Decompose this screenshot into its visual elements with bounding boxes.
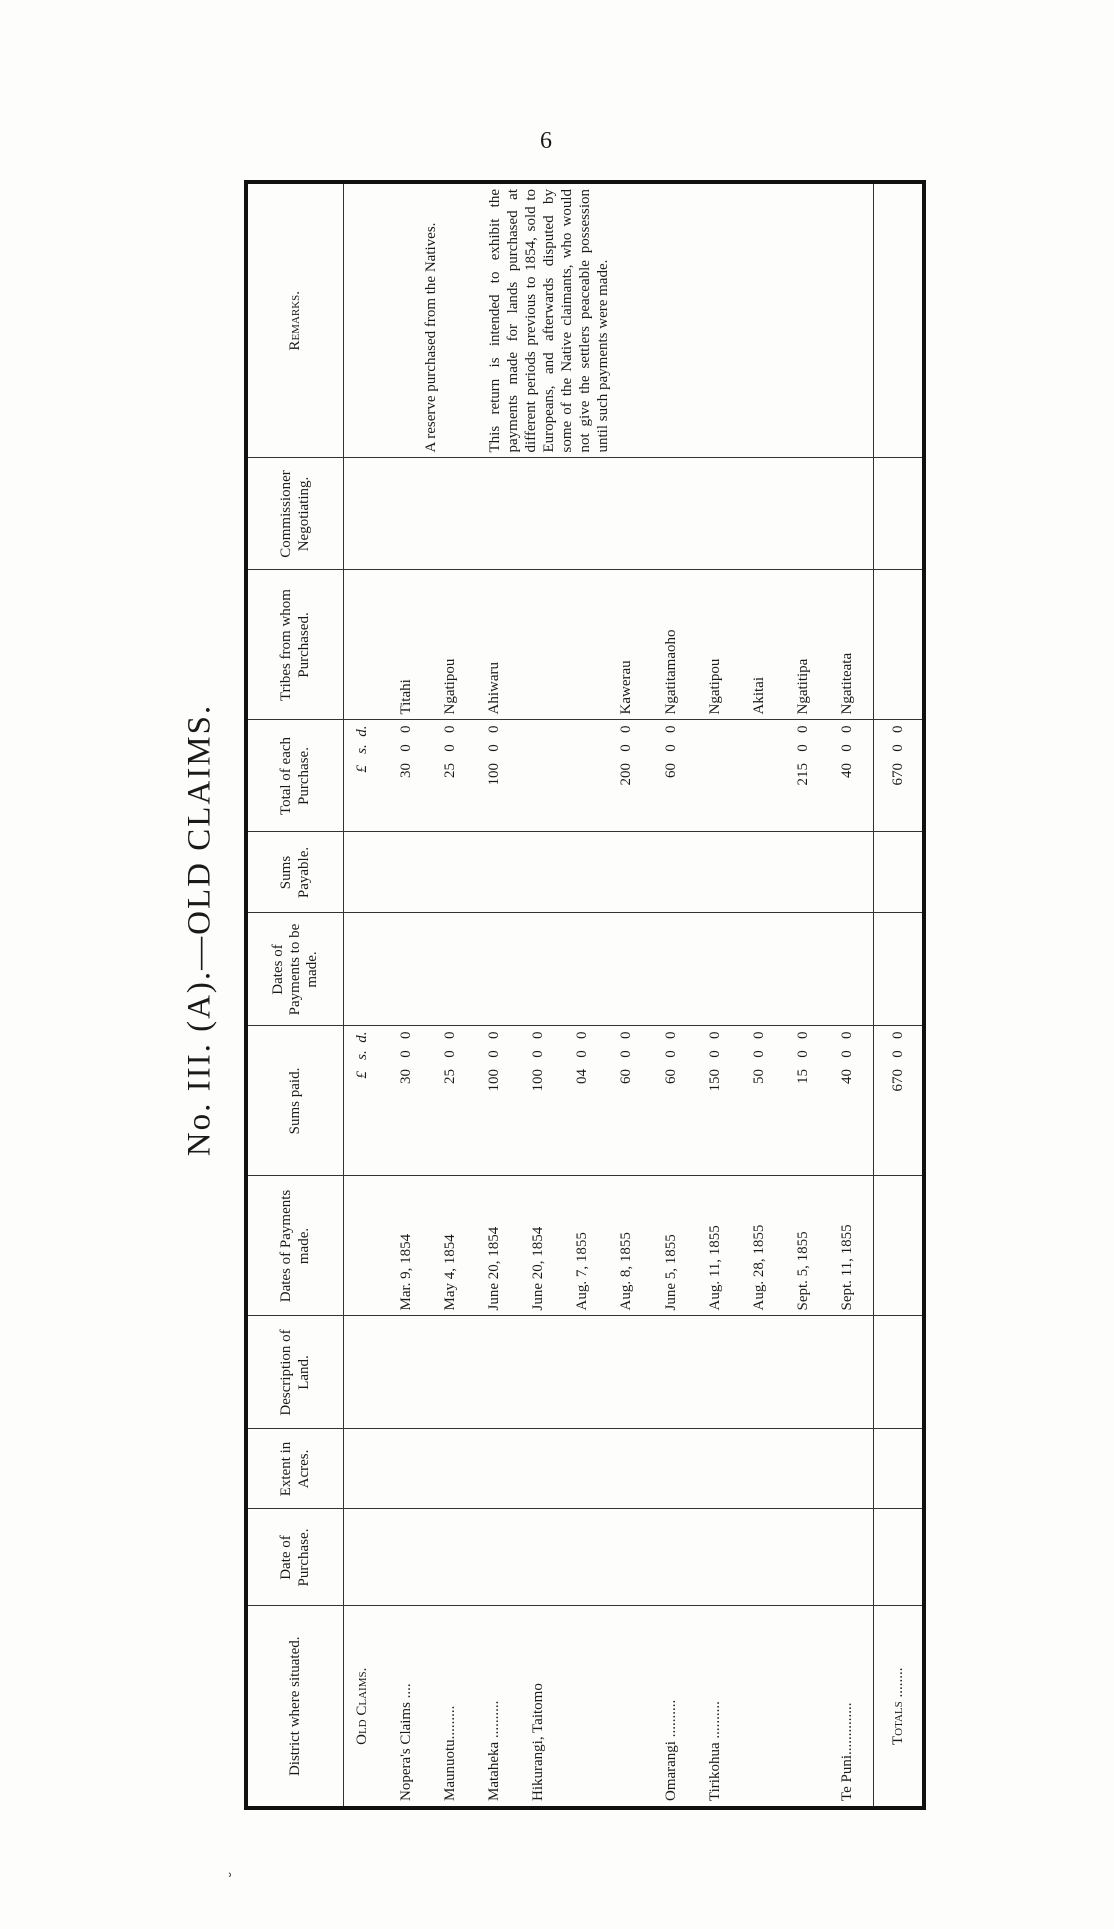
date-purchase-cell [785, 1509, 829, 1606]
total-cell [653, 720, 697, 832]
sums-paid-cell-pence: 0 [794, 1031, 811, 1039]
description-cell [476, 1316, 520, 1429]
sums-paid-cell-pence: 0 [442, 1031, 459, 1039]
sums-paid-cell-pence: 0 [530, 1031, 547, 1039]
date-purchase-cell [697, 1509, 741, 1606]
sums-payable-cell [697, 832, 741, 913]
header-total: Total of each Purchase. [246, 720, 344, 832]
description-cell [785, 1316, 829, 1429]
date-purchase-cell [741, 1509, 785, 1606]
total-cell-pounds: 40 [838, 763, 855, 778]
extent-cell [697, 1429, 741, 1509]
page-title: No. III. (A).—OLD CLAIMS. [181, 703, 218, 1157]
extent-cell [520, 1429, 564, 1509]
header-date-purchase: Date of Purchase. [246, 1509, 344, 1606]
total-cell-pounds: 215 [794, 763, 811, 786]
extent-cell [608, 1429, 652, 1509]
pound-unit: £ [354, 765, 370, 773]
extent-cell [564, 1429, 608, 1509]
sums-paid-units [344, 1026, 389, 1176]
total-cell-pence: 0 [398, 725, 415, 733]
district-cell [785, 1606, 829, 1808]
sums-paid-cell [829, 1026, 874, 1176]
tribe-cell: Ahiwaru [476, 570, 520, 720]
commissioner-cell [520, 458, 564, 570]
sums-paid-cell-pence: 0 [398, 1031, 415, 1039]
tribe-cell: Ngatitipa [785, 570, 829, 720]
dates-to-be-made-cell [520, 913, 564, 1026]
total-cell [608, 720, 652, 832]
total-cell-pence: 0 [618, 725, 635, 733]
extent-cell [653, 1429, 697, 1509]
dates-to-be-made-cell [388, 913, 432, 1026]
dates-to-be-made-cell [608, 913, 652, 1026]
sums-payable-cell [829, 832, 874, 913]
sums-paid-cell-pence: 0 [750, 1031, 767, 1039]
payment-date-cell: Sept. 5, 1855 [785, 1176, 829, 1316]
total-cell-pounds: 60 [662, 763, 679, 778]
district-cell: Hikurangi, Taitomo [520, 1606, 564, 1808]
sums-paid-cell-pence: 0 [574, 1031, 591, 1039]
total-cell-pounds: 30 [398, 763, 415, 778]
date-purchase-cell [476, 1509, 520, 1606]
sums-payable-cell [432, 832, 476, 913]
date-purchase-cell [520, 1509, 564, 1606]
totals-total-pence: 0 [890, 725, 906, 733]
section-row [344, 182, 389, 1808]
extent-cell [432, 1429, 476, 1509]
sums-paid-cell-pounds: 60 [662, 1069, 679, 1084]
header-sums-payable: Sums Payable. [246, 832, 344, 913]
sums-payable-cell [608, 832, 652, 913]
payment-date-cell: Aug. 11, 1855 [697, 1176, 741, 1316]
sums-paid-cell [741, 1026, 785, 1176]
sums-paid-cell [785, 1026, 829, 1176]
district-cell [608, 1606, 652, 1808]
district-cell: Maunuotu......... [432, 1606, 476, 1808]
dates-to-be-made-cell [785, 913, 829, 1026]
sums-paid-cell-pence: 0 [706, 1031, 723, 1039]
description-cell [388, 1316, 432, 1429]
district-cell [741, 1606, 785, 1808]
commissioner-cell [564, 458, 608, 570]
header-extent: Extent in Acres. [246, 1429, 344, 1509]
sums-payable-cell [785, 832, 829, 913]
commissioner-cell [653, 458, 697, 570]
extent-cell [741, 1429, 785, 1509]
sums-paid-cell-pounds: 25 [442, 1069, 459, 1084]
description-cell [829, 1316, 874, 1429]
sums-paid-cell-pence: 0 [618, 1031, 635, 1039]
total-cell-shillings: 0 [794, 744, 811, 752]
date-purchase-cell [608, 1509, 652, 1606]
sums-paid-cell-shillings: 0 [750, 1050, 767, 1058]
total-cell [520, 720, 564, 832]
totals-dots: ........ [890, 1667, 906, 1698]
district-cell: Nopera's Claims .... [388, 1606, 432, 1808]
page-number: 6 [540, 128, 552, 154]
header-description: Description of Land. [246, 1316, 344, 1429]
total-cell-pounds: 25 [442, 763, 459, 778]
total-cell-shillings: 0 [662, 744, 679, 752]
sums-paid-cell-pence: 0 [838, 1031, 855, 1039]
pound-unit: £ [354, 1071, 370, 1079]
payment-date-cell: Aug. 8, 1855 [608, 1176, 652, 1316]
totals-paid-pence: 0 [890, 1031, 906, 1039]
sums-paid-cell [608, 1026, 652, 1176]
header-dates-payments: Dates of Payments made. [246, 1176, 344, 1316]
sums-payable-cell [520, 832, 564, 913]
total-cell-shillings: 0 [486, 744, 503, 752]
totals-paid [874, 1026, 925, 1176]
payment-date-cell: Aug. 28, 1855 [741, 1176, 785, 1316]
sums-paid-cell [476, 1026, 520, 1176]
pence-unit: d. [354, 725, 370, 737]
commissioner-cell [829, 458, 874, 570]
payment-date-cell: June 5, 1855 [653, 1176, 697, 1316]
description-cell [653, 1316, 697, 1429]
sums-paid-cell-pounds: 50 [750, 1069, 767, 1084]
sums-paid-cell-pounds: 04 [574, 1069, 591, 1084]
sums-paid-cell-pounds: 100 [486, 1069, 503, 1092]
tribe-cell [564, 570, 608, 720]
extent-cell [785, 1429, 829, 1509]
total-cell-pence: 0 [486, 725, 503, 733]
header-row [246, 182, 344, 1808]
extent-cell [476, 1429, 520, 1509]
total-cell [476, 720, 520, 832]
district-cell: Te Puni.............. [829, 1606, 874, 1808]
margin-mark: ʾ [228, 1870, 233, 1889]
extent-cell [829, 1429, 874, 1509]
total-cell [785, 720, 829, 832]
sums-paid-cell [564, 1026, 608, 1176]
description-cell [432, 1316, 476, 1429]
sums-paid-cell [520, 1026, 564, 1176]
date-purchase-cell [432, 1509, 476, 1606]
commissioner-cell [432, 458, 476, 570]
total-cell [829, 720, 874, 832]
description-cell [564, 1316, 608, 1429]
dates-to-be-made-cell [697, 913, 741, 1026]
commissioner-cell [741, 458, 785, 570]
description-cell [520, 1316, 564, 1429]
totals-paid-shillings: 0 [890, 1050, 906, 1058]
sums-paid-cell-pounds: 15 [794, 1069, 811, 1084]
shilling-unit: s. [354, 744, 370, 754]
sums-paid-cell [432, 1026, 476, 1176]
total-cell [432, 720, 476, 832]
totals-paid-pounds: 670 [890, 1069, 906, 1092]
commissioner-cell [476, 458, 520, 570]
remarks-cell [344, 182, 874, 458]
sums-payable-cell [476, 832, 520, 913]
section-label: Old Claims. [344, 1606, 389, 1808]
sums-paid-cell-shillings: 0 [486, 1050, 503, 1058]
district-cell [564, 1606, 608, 1808]
old-claims-table [244, 180, 926, 1810]
sums-paid-cell-shillings: 0 [794, 1050, 811, 1058]
date-purchase-cell [388, 1509, 432, 1606]
totals-row [874, 182, 925, 1808]
sums-paid-cell-shillings: 0 [706, 1050, 723, 1058]
pence-unit: d. [354, 1031, 370, 1043]
totals-label: Totals [890, 1701, 906, 1745]
district-cell: Tirikohua .......... [697, 1606, 741, 1808]
sums-paid-cell-pounds: 100 [530, 1069, 547, 1092]
tribe-cell: Ngatipou [697, 570, 741, 720]
total-cell-shillings: 0 [618, 744, 635, 752]
payment-date-cell: Sept. 11, 1855 [829, 1176, 874, 1316]
sums-paid-cell-shillings: 0 [838, 1050, 855, 1058]
header-district: District where situated. [246, 1606, 344, 1808]
sums-paid-cell-pence: 0 [486, 1031, 503, 1039]
total-cell [697, 720, 741, 832]
sums-paid-cell-shillings: 0 [662, 1050, 679, 1058]
commissioner-cell [608, 458, 652, 570]
date-purchase-cell [829, 1509, 874, 1606]
district-cell: Omarangi .......... [653, 1606, 697, 1808]
dates-to-be-made-cell [653, 913, 697, 1026]
total-cell [564, 720, 608, 832]
total-cell-shillings: 0 [838, 744, 855, 752]
description-cell [608, 1316, 652, 1429]
sums-paid-cell-shillings: 0 [618, 1050, 635, 1058]
shilling-unit: s. [354, 1050, 370, 1060]
district-cell: Mataheka .......... [476, 1606, 520, 1808]
remark-return: This return is intended to exhibit the payments made for lands purchased at different periods previous to 1854, sold to Europeans, and afterwards disputed by some of the Native claimants, who would not give the settlers peaceable possession until such payments were made. [487, 189, 611, 453]
dates-to-be-made-cell [432, 913, 476, 1026]
dates-to-be-made-cell [829, 913, 874, 1026]
extent-cell [388, 1429, 432, 1509]
sums-payable-cell [741, 832, 785, 913]
old-claims-table-container [244, 184, 1114, 1801]
header-sums-paid: Sums paid. [246, 1026, 344, 1176]
total-cell-pence: 0 [838, 725, 855, 733]
description-cell [741, 1316, 785, 1429]
sums-paid-cell-pounds: 40 [838, 1069, 855, 1084]
sums-paid-cell-pounds: 30 [398, 1069, 415, 1084]
total-cell-shillings: 0 [398, 744, 415, 752]
sums-payable-cell [564, 832, 608, 913]
tribe-cell: Ngatipou [432, 570, 476, 720]
remark-reserve: A reserve purchased from the Natives. [423, 222, 439, 453]
tribe-cell: Ngatitamaoho [653, 570, 697, 720]
tribe-cell: Ngatiteata [829, 570, 874, 720]
dates-to-be-made-cell [741, 913, 785, 1026]
total-cell-shillings: 0 [442, 744, 459, 752]
sums-paid-cell-pounds: 150 [706, 1069, 723, 1092]
header-tribes: Tribes from whom Purchased. [246, 570, 344, 720]
tribe-cell [520, 570, 564, 720]
total-cell-pence: 0 [662, 725, 679, 733]
sums-payable-cell [388, 832, 432, 913]
total-cell-pence: 0 [794, 725, 811, 733]
date-purchase-cell [653, 1509, 697, 1606]
header-commissioner: Commissioner Negotiating. [246, 458, 344, 570]
sums-paid-cell-shillings: 0 [574, 1050, 591, 1058]
header-dates-to-be-made: Dates of Payments to be made. [246, 913, 344, 1026]
commissioner-cell [697, 458, 741, 570]
sums-paid-cell-shillings: 0 [442, 1050, 459, 1058]
sums-paid-cell [697, 1026, 741, 1176]
commissioner-cell [388, 458, 432, 570]
payment-date-cell: May 4, 1854 [432, 1176, 476, 1316]
totals-total-shillings: 0 [890, 744, 906, 752]
description-cell [697, 1316, 741, 1429]
totals-total-pounds: 670 [890, 763, 906, 786]
total-cell [741, 720, 785, 832]
sums-paid-cell-shillings: 0 [398, 1050, 415, 1058]
total-cell-pounds: 100 [486, 763, 503, 786]
payment-date-cell: June 20, 1854 [476, 1176, 520, 1316]
payment-date-cell: Aug. 7, 1855 [564, 1176, 608, 1316]
total-cell [388, 720, 432, 832]
commissioner-cell [785, 458, 829, 570]
tribe-cell: Akitai [741, 570, 785, 720]
sums-paid-cell [653, 1026, 697, 1176]
date-purchase-cell [564, 1509, 608, 1606]
dates-to-be-made-cell [476, 913, 520, 1026]
payment-date-cell: June 20, 1854 [520, 1176, 564, 1316]
tribe-cell: Titahi [388, 570, 432, 720]
total-units [344, 720, 389, 832]
sums-paid-cell-pence: 0 [662, 1031, 679, 1039]
sums-payable-cell [653, 832, 697, 913]
sums-paid-cell [388, 1026, 432, 1176]
header-remarks: Remarks. [246, 182, 344, 458]
totals-total [874, 720, 925, 832]
sums-paid-cell-shillings: 0 [530, 1050, 547, 1058]
total-cell-pounds: 200 [618, 763, 635, 786]
payment-date-cell: Mar. 9, 1854 [388, 1176, 432, 1316]
tribe-cell: Kawerau [608, 570, 652, 720]
dates-to-be-made-cell [564, 913, 608, 1026]
sums-paid-cell-pounds: 60 [618, 1069, 635, 1084]
total-cell-pence: 0 [442, 725, 459, 733]
